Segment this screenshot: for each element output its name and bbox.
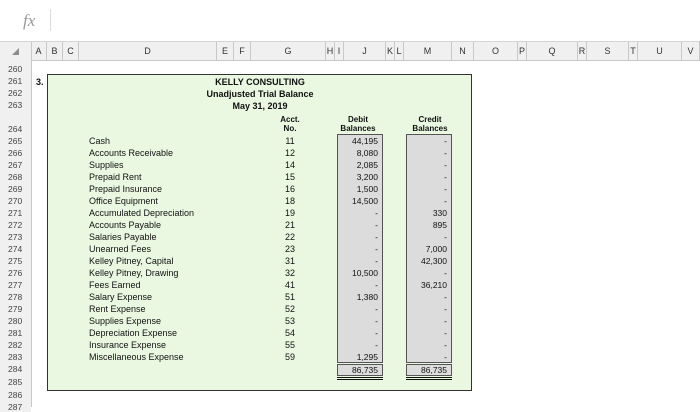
debit-amount[interactable]: - [375,208,378,218]
debit-amount[interactable]: - [375,316,378,326]
column-header-f[interactable]: F [234,42,251,60]
credit-double-underline-2 [406,379,452,380]
account-number[interactable]: 41 [284,280,295,290]
account-name[interactable]: Kelley Pitney, Capital [89,256,174,266]
row-header-277[interactable]: 277 [0,280,31,290]
account-name[interactable]: Supplies [89,160,124,170]
credit-amount[interactable]: 7,000 [425,244,447,254]
account-number[interactable]: 14 [284,160,295,170]
debit-amount[interactable]: - [375,340,378,350]
account-number[interactable]: 11 [285,136,295,146]
account-name[interactable]: Insurance Expense [89,340,167,350]
debit-amount[interactable]: 8,080 [356,148,378,158]
column-header-j[interactable]: J [344,42,386,60]
debit-amount[interactable]: 1,380 [356,292,378,302]
account-name[interactable]: Office Equipment [89,196,158,206]
debit-header-line2[interactable]: Balances [340,124,376,133]
company-name[interactable]: KELLY CONSULTING [215,77,305,87]
debit-amount[interactable]: 3,200 [356,172,378,182]
column-header-u[interactable]: U [638,42,682,60]
account-number[interactable]: 22 [284,232,295,242]
account-number[interactable]: 23 [284,244,295,254]
debit-amount[interactable]: - [375,220,378,230]
row-header-285[interactable]: 285 [0,377,31,387]
debit-amount[interactable]: 2,085 [356,160,378,170]
row-header-264[interactable]: 264 [0,124,31,134]
debit-amount[interactable]: 1,500 [356,184,378,194]
report-title[interactable]: Unadjusted Trial Balance [206,89,314,99]
account-name[interactable]: Miscellaneous Expense [89,352,184,362]
row-header-280[interactable]: 280 [0,316,31,326]
account-number[interactable]: 53 [284,316,295,326]
row-header-274[interactable]: 274 [0,244,31,254]
credit-amount[interactable]: 36,210 [421,280,447,290]
column-header-i[interactable]: I [335,42,344,60]
column-header-d[interactable]: D [79,42,217,60]
column-header-o[interactable]: O [474,42,518,60]
account-number[interactable]: 15 [284,172,295,182]
account-name[interactable]: Prepaid Insurance [89,184,163,194]
row-header-269[interactable]: 269 [0,184,31,194]
credit-amount[interactable]: 895 [432,220,447,230]
account-name[interactable]: Salaries Payable [89,232,157,242]
column-header-q[interactable]: Q [527,42,578,60]
debit-amount[interactable]: 44,195 [352,136,378,146]
account-name[interactable]: Prepaid Rent [89,172,142,182]
debit-amount[interactable]: 1,295 [356,352,378,362]
credit-amount[interactable]: 330 [432,208,447,218]
credit-amount[interactable]: 42,300 [421,256,447,266]
column-header-l[interactable]: L [395,42,404,60]
credit-amount[interactable]: - [444,268,447,278]
account-name[interactable]: Cash [89,136,111,146]
account-number[interactable]: 55 [284,340,295,350]
account-name[interactable]: Salary Expense [89,292,153,302]
column-header-bar [0,41,700,61]
column-header-r[interactable]: R [578,42,587,60]
account-name[interactable]: Unearned Fees [89,244,152,254]
credit-amount[interactable]: - [444,316,447,326]
debit-amount[interactable]: - [375,232,378,242]
select-all-corner[interactable] [0,42,32,60]
row-header-287[interactable]: 287 [0,402,31,412]
row-header-276[interactable]: 276 [0,268,31,278]
account-number[interactable]: 52 [284,304,295,314]
row-header-281[interactable]: 281 [0,328,31,338]
credit-amount[interactable]: - [444,148,447,158]
row-header-284[interactable]: 284 [0,364,31,374]
column-header-p[interactable]: P [518,42,527,60]
row-header-260[interactable]: 260 [0,64,31,74]
row-header-262[interactable]: 262 [0,88,31,98]
row-header-270[interactable]: 270 [0,196,31,206]
row-header-283[interactable]: 283 [0,352,31,362]
problem-number[interactable]: 3. [36,77,44,87]
column-header-g[interactable]: G [251,42,326,60]
account-name[interactable]: Accounts Receivable [89,148,174,158]
credit-amount[interactable]: - [444,292,447,302]
account-number[interactable]: 59 [284,352,295,362]
credit-amount[interactable]: - [444,184,447,194]
debit-amount[interactable]: - [375,244,378,254]
column-header-a[interactable]: A [31,42,47,60]
column-header-c[interactable]: C [63,42,79,60]
row-header-273[interactable]: 273 [0,232,31,242]
column-header-t[interactable]: T [629,42,638,60]
formula-bar [0,0,700,39]
column-header-h[interactable]: H [326,42,335,60]
row-header-268[interactable]: 268 [0,172,31,182]
row-header-286[interactable]: 286 [0,390,31,400]
account-name[interactable]: Accumulated Depreciation [89,208,195,218]
debit-amount[interactable]: 10,500 [352,268,378,278]
row-header-267[interactable]: 267 [0,160,31,170]
account-name[interactable]: Kelley Pitney, Drawing [89,268,179,278]
row-header-275[interactable]: 275 [0,256,31,266]
credit-total[interactable]: 86,735 [421,365,447,375]
debit-amount[interactable]: - [375,256,378,266]
debit-amount[interactable]: - [375,304,378,314]
credit-amount[interactable]: - [444,232,447,242]
formula-input[interactable] [52,8,692,32]
credit-amount[interactable]: - [444,352,447,362]
debit-header-line1[interactable]: Debit [348,115,368,124]
credit-amount[interactable]: - [444,304,447,314]
row-header-265[interactable]: 265 [0,136,31,146]
account-name[interactable]: Accounts Payable [89,220,162,230]
credit-amount[interactable]: - [444,160,447,170]
row-header-261[interactable]: 261 [0,76,31,86]
credit-amount[interactable]: - [444,136,447,146]
column-header-v[interactable]: V [682,42,700,60]
credit-amount[interactable]: - [444,340,447,350]
select-all-icon [12,48,19,55]
credit-double-underline-1 [406,377,452,378]
account-number[interactable]: 21 [284,220,295,230]
formula-bar-divider [50,9,51,31]
row-header-271[interactable]: 271 [0,208,31,218]
debit-double-underline-1 [337,377,383,378]
credit-amount[interactable]: - [444,172,447,182]
function-icon[interactable]: fx [23,11,36,30]
debit-amount[interactable]: - [375,280,378,290]
account-name[interactable]: Supplies Expense [89,316,162,326]
column-header-e[interactable]: E [217,42,234,60]
account-number[interactable]: 51 [284,292,295,302]
column-header-m[interactable]: M [404,42,452,60]
column-header-k[interactable]: K [386,42,395,60]
account-name[interactable]: Depreciation Expense [89,328,178,338]
row-header-263[interactable]: 263 [0,100,31,110]
account-number[interactable]: 12 [284,148,295,158]
row-header-279[interactable]: 279 [0,304,31,314]
row-header-282[interactable]: 282 [0,340,31,350]
account-name[interactable]: Fees Earned [89,280,141,290]
debit-amount[interactable]: - [375,328,378,338]
account-name[interactable]: Rent Expense [89,304,146,314]
row-header-266[interactable]: 266 [0,148,31,158]
acct-header-line1[interactable]: Acct. [280,115,300,124]
debit-double-underline-2 [337,379,383,380]
debit-total[interactable]: 86,735 [352,365,378,375]
credit-header-line1[interactable]: Credit [418,115,442,124]
acct-header-line2[interactable]: No. [283,124,297,133]
account-number[interactable]: 32 [284,268,295,278]
credit-header-line2[interactable]: Balances [412,124,448,133]
account-number[interactable]: 19 [284,208,295,218]
report-date[interactable]: May 31, 2019 [232,101,288,111]
row-header-272[interactable]: 272 [0,220,31,230]
account-number[interactable]: 54 [284,328,295,338]
credit-amount[interactable]: - [444,328,447,338]
debit-amount[interactable]: 14,500 [352,196,378,206]
column-header-s[interactable]: S [587,42,629,60]
column-header-b[interactable]: B [47,42,63,60]
credit-amount[interactable]: - [444,196,447,206]
account-number[interactable]: 16 [284,184,295,194]
column-header-n[interactable]: N [452,42,474,60]
account-number[interactable]: 31 [284,256,295,266]
row-header-278[interactable]: 278 [0,292,31,302]
account-number[interactable]: 18 [284,196,295,206]
